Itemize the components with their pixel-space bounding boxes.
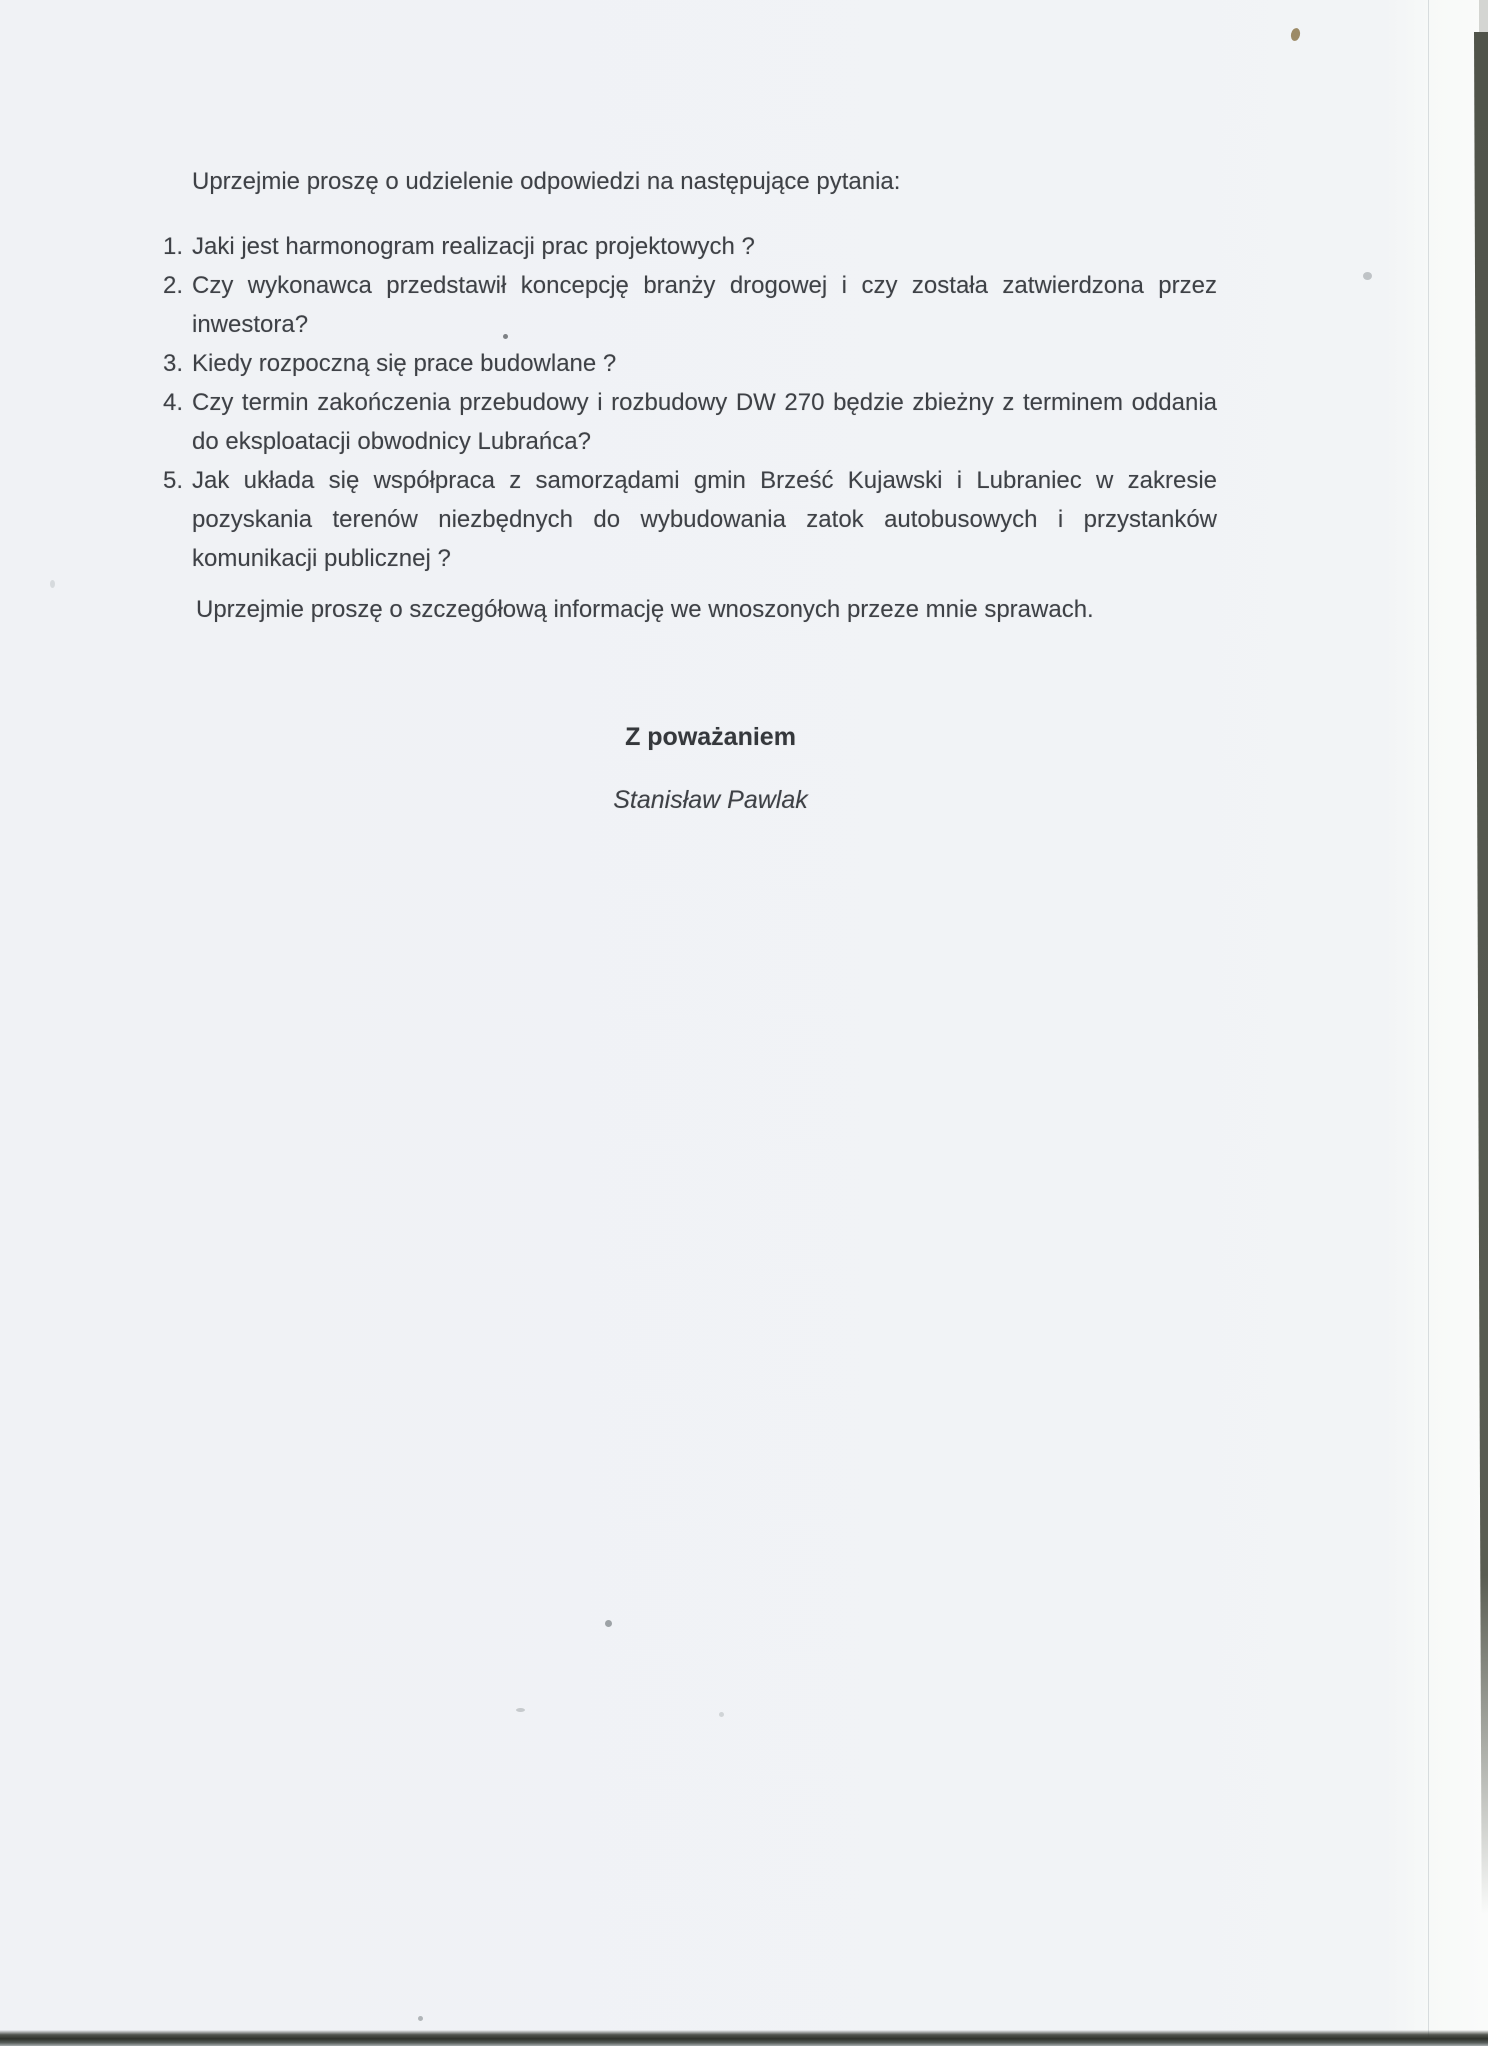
scan-edge-right [1474,32,1488,1914]
list-item-number: 2. [163,272,184,299]
scan-edge-bottom [0,2030,1488,2046]
question-text: Czy termin zakończenia przebudowy i rozbudowy DW 270 będzie zbieżny z terminem oddania do eksploatacji obwodnicy Lubrańca? [192,389,1217,455]
question-text: Jaki jest harmonogram realizacji prac projektowych ? [192,233,755,260]
list-item-number: 5. [163,467,184,494]
scan-speck [503,334,508,339]
scan-speck [516,1708,525,1712]
valediction: Z poważaniem [625,723,796,751]
list-item [163,383,1217,461]
signature-name: Stanisław Pawlak [613,786,808,814]
list-item [163,344,1217,383]
list-item-number: 1. [163,233,184,260]
list-item [163,227,1217,266]
list-item-number: 3. [163,350,184,377]
scan-speck [1290,27,1302,42]
question-list [163,227,1217,578]
closing-paragraph: Uprzejmie proszę o szczegółową informację we wnoszonych przeze mnie sprawach. [196,596,1094,623]
intro-paragraph: Uprzejmie proszę o udzielenie odpowiedzi na następujące pytania: [192,168,901,195]
list-item-number: 4. [163,389,184,416]
scan-speck [719,1712,724,1717]
question-text: Czy wykonawca przedstawił koncepcję branży drogowej i czy została zatwierdzona przez inwestora? [192,272,1217,338]
question-text: Kiedy rozpoczną się prace budowlane ? [192,350,617,377]
scan-speck [605,1620,612,1627]
list-item [163,266,1217,344]
page-fold-line [1428,0,1429,2046]
scan-edge-right-cap [1479,0,1488,36]
scan-speck [418,2016,423,2021]
list-item [163,461,1217,578]
scan-speck [1363,272,1372,280]
question-text: Jak układa się współpraca z samorządami gmin Brześć Kujawski i Lubraniec w zakresie pozyskania terenów niezbędnych do wybudowania zatok autobusowych i przystanków komunikacji publicznej ? [192,467,1217,572]
scan-speck [50,580,55,588]
